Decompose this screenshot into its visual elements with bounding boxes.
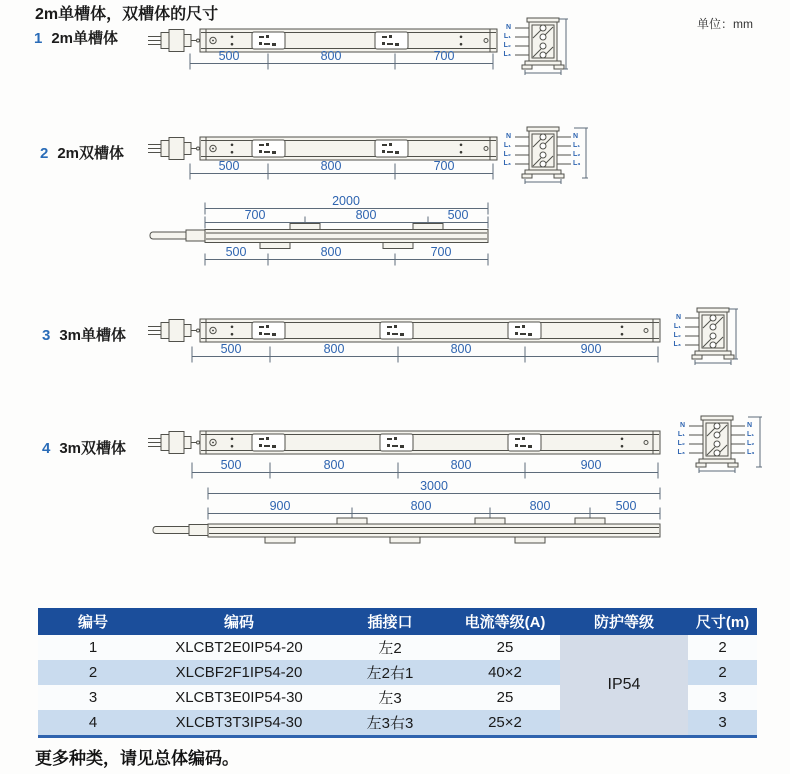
phase-label: L₃	[747, 449, 755, 456]
phase-label: L₃	[503, 51, 511, 58]
cell-code: XLCBT3E0IP54-30	[175, 689, 303, 706]
header-code: 编码	[223, 614, 254, 631]
phase-label: N	[505, 133, 511, 140]
section-4-number: 4	[42, 440, 51, 457]
dimension-label: 500	[218, 159, 240, 173]
phase-label: L₁	[673, 323, 681, 330]
spec-table-header	[38, 608, 757, 635]
phase-label: L₂	[677, 440, 685, 447]
cell-ports: 左2右1	[366, 665, 414, 682]
phase-label: L₂	[747, 440, 755, 447]
phase-label: L₂	[503, 151, 511, 158]
phase-label: L₁	[677, 431, 685, 438]
section-2-number: 2	[40, 145, 49, 162]
section-1-label	[34, 27, 118, 48]
phase-label: L₃	[573, 160, 581, 167]
section-4-label	[42, 437, 126, 458]
phase-label: N	[747, 422, 753, 429]
dimension-label: 800	[320, 159, 342, 173]
section-3-name: 3m单槽体	[59, 327, 127, 344]
dimension-label: 500	[220, 458, 242, 472]
cell-size: 3	[718, 689, 727, 706]
cell-current: 25	[496, 639, 514, 656]
section-2-label	[40, 142, 124, 163]
dimension-label: 500	[220, 342, 242, 356]
cross-section-2m-single	[515, 18, 568, 75]
page-title: 2m单槽体，双槽体的尺寸	[35, 6, 219, 23]
cell-current: 25×2	[488, 714, 522, 731]
cell-code: XLCBT2E0IP54-20	[175, 639, 303, 656]
cell-current: 25	[496, 689, 514, 706]
phase-label: N	[573, 133, 579, 140]
phase-label: L₃	[503, 160, 511, 167]
phase-label: L₁	[573, 142, 581, 149]
dimension-label: 500	[447, 208, 469, 222]
phase-label: L₁	[503, 33, 511, 40]
dimension-label: 800	[320, 49, 342, 63]
dimension-label: 500	[615, 499, 637, 513]
cell-number: 4	[88, 714, 98, 731]
header-ports: 插接口	[367, 614, 413, 631]
overall-dimension-label: 2000	[332, 194, 360, 208]
section-3-label	[42, 324, 126, 345]
cell-code: XLCBF2F1IP54-20	[175, 664, 303, 681]
dimension-label: 800	[320, 245, 342, 259]
dimension-label: 800	[450, 342, 472, 356]
dimension-label: 800	[323, 458, 345, 472]
phase-label: N	[679, 422, 685, 429]
phase-label: L₁	[747, 431, 755, 438]
phase-label: L₂	[573, 151, 581, 158]
cell-code: XLCBT3T3IP54-30	[175, 714, 303, 731]
unit-label: 单位：mm	[697, 17, 753, 31]
cell-number: 1	[88, 639, 98, 656]
phase-label: L₃	[673, 341, 681, 348]
dimension-label: 500	[225, 245, 247, 259]
dimension-label: 500	[218, 49, 240, 63]
footer-note: 更多种类，请见总体编码。	[35, 749, 239, 768]
dimension-label: 800	[450, 458, 472, 472]
cell-ports: 左2	[378, 640, 402, 657]
cross-section-3m-single	[685, 308, 738, 365]
phase-label: N	[505, 24, 511, 31]
dimension-label: 900	[580, 342, 602, 356]
phase-label: L₂	[503, 42, 511, 49]
section-3-number: 3	[42, 327, 51, 344]
section-1-number: 1	[34, 30, 43, 47]
dimension-label: 800	[323, 342, 345, 356]
dimension-label: 700	[244, 208, 266, 222]
header-number: 编号	[77, 614, 108, 631]
cell-number: 3	[88, 689, 98, 706]
section-2-name: 2m双槽体	[57, 145, 125, 162]
phase-label: L₃	[677, 449, 685, 456]
diagram-3m-double-sideview	[153, 488, 660, 544]
dimension-label: 700	[430, 245, 452, 259]
section-1-name: 2m单槽体	[51, 30, 119, 47]
dimension-label: 700	[433, 49, 455, 63]
table-bottom-border	[38, 735, 757, 738]
spec-table	[38, 608, 757, 735]
dimension-label: 800	[355, 208, 377, 222]
dimension-label: 700	[433, 159, 455, 173]
cell-protection-merged: IP54	[560, 635, 688, 735]
cell-size: 3	[718, 714, 727, 731]
cell-ports: 左3右3	[366, 715, 414, 732]
header-current: 电流等级(A)	[464, 614, 546, 631]
dimension-label: 900	[580, 458, 602, 472]
phase-label: N	[675, 314, 681, 321]
cell-size: 2	[718, 664, 727, 681]
cell-size: 2	[718, 639, 727, 656]
cell-number: 2	[88, 664, 98, 681]
overall-dimension-label: 3000	[420, 479, 448, 493]
header-protection: 防护等级	[593, 614, 654, 631]
section-4-name: 3m双槽体	[59, 440, 127, 457]
phase-label: L₁	[503, 142, 511, 149]
phase-label: L₂	[673, 332, 681, 339]
cell-current: 40×2	[488, 664, 522, 681]
dimension-label: 800	[410, 499, 432, 513]
cell-ports: 左3	[378, 690, 402, 707]
dimension-label: 900	[269, 499, 291, 513]
dimension-label: 800	[529, 499, 551, 513]
header-size: 尺寸(m)	[695, 614, 750, 631]
